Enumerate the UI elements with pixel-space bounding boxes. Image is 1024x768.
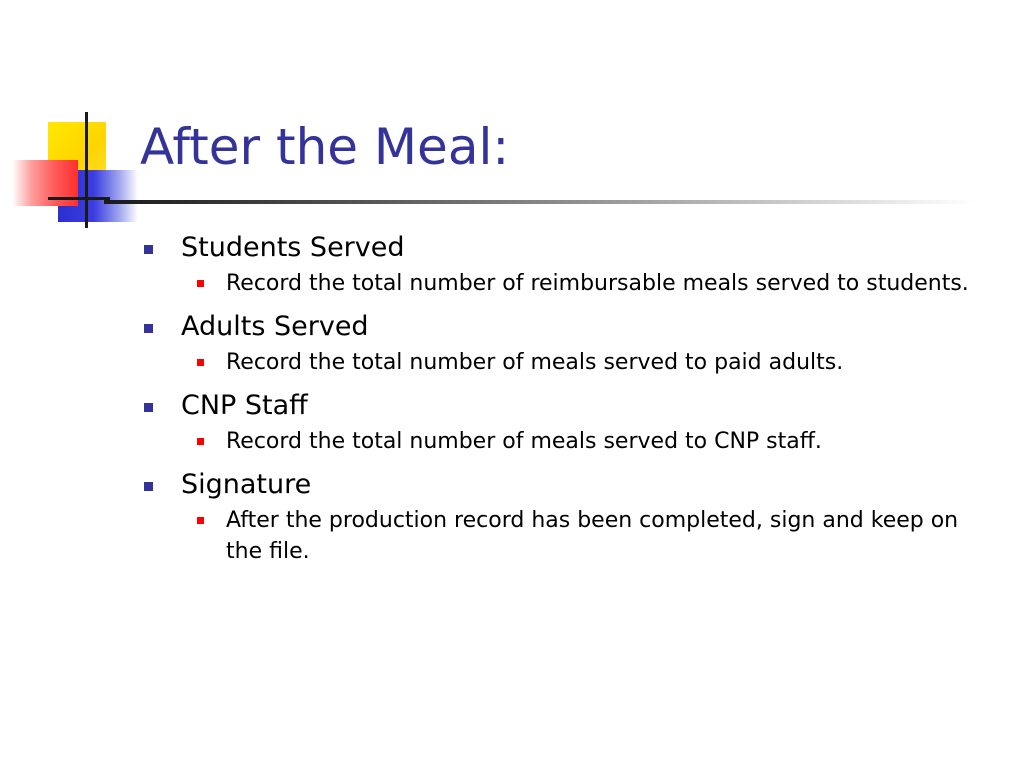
slide-logo-graphic [0, 0, 140, 240]
bullet-heading: CNP Staff [181, 390, 308, 421]
bullet-detail: Record the total number of meals served to paid adults. [226, 350, 844, 375]
square-bullet-icon [197, 438, 204, 445]
level2-bullet-row [181, 268, 984, 299]
bullet-detail: Record the total number of reimbursable meals served to students. [226, 271, 969, 296]
level1-bullet-row [144, 307, 984, 347]
title-divider [104, 200, 974, 204]
level1-bullet-row [144, 465, 984, 505]
bullet-list [144, 228, 984, 575]
square-bullet-icon [197, 280, 204, 287]
list-item-cnp-staff [144, 386, 984, 457]
bullet-detail: Record the total number of meals served to CNP staff. [226, 429, 822, 454]
square-bullet-icon [144, 403, 153, 412]
slide-title: After the Meal: [140, 118, 510, 176]
list-item-adults-served [144, 307, 984, 378]
square-bullet-icon [197, 517, 204, 524]
bullet-heading: Signature [181, 469, 312, 500]
level1-bullet-row [144, 228, 984, 268]
square-bullet-icon [144, 482, 153, 491]
square-bullet-icon [144, 324, 153, 333]
level2-bullet-row [181, 505, 984, 567]
bullet-detail: After the production record has been completed, sign and keep on the file. [226, 508, 959, 564]
level2-bullet-row [181, 426, 984, 457]
level1-bullet-row [144, 386, 984, 426]
bullet-heading: Adults Served [181, 311, 369, 342]
list-item-signature [144, 465, 984, 567]
level2-bullet-row [181, 347, 984, 378]
square-bullet-icon [197, 359, 204, 366]
bullet-heading: Students Served [181, 232, 405, 263]
logo-vertical-line [85, 112, 88, 228]
square-bullet-icon [144, 245, 153, 254]
logo-horizontal-line [48, 197, 110, 200]
list-item-students-served [144, 228, 984, 299]
